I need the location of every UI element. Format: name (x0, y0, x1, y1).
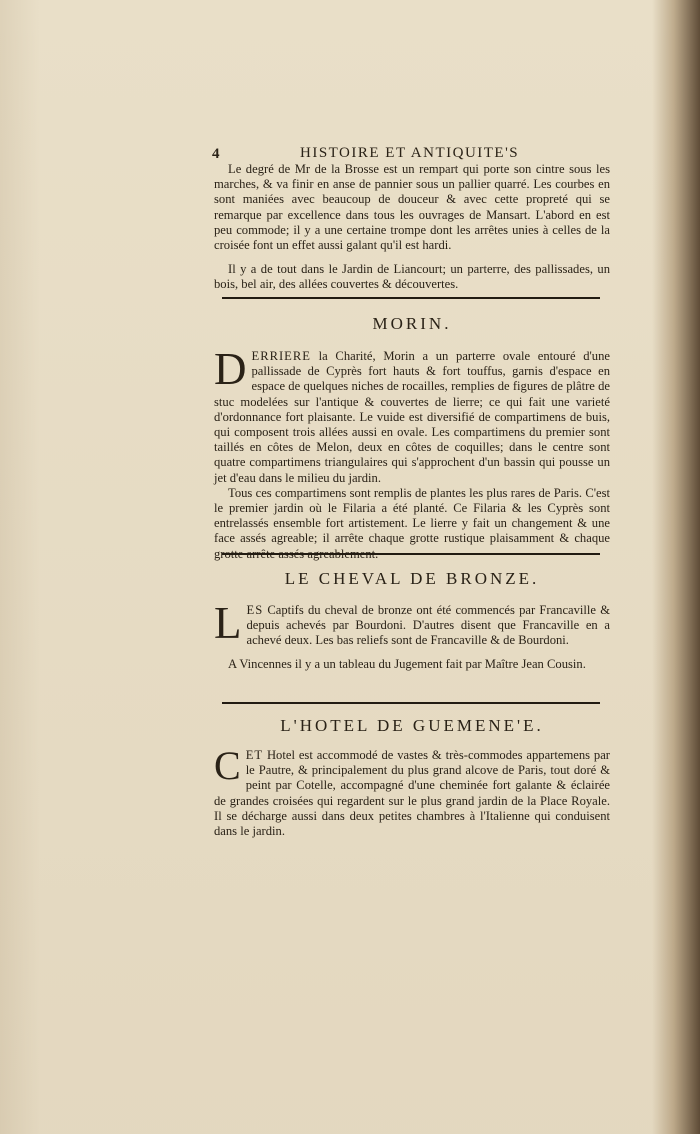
morin-first-word: ERRIERE (251, 349, 311, 363)
section-rule-3 (222, 702, 600, 704)
drop-cap-d: D (214, 344, 247, 394)
cheval-paragraph-1-text: Captifs du cheval de bronze ont été commencés par Francaville & depuis achevés par Bourdoni. D'autres disent que Francaville en a achevé deux. Les bas reliefs sont de Francaville & de Bourdoni. (246, 603, 610, 648)
cheval-paragraph-2: A Vincennes il y a un tableau du Jugement fait par Maître Jean Cousin. (228, 656, 586, 671)
guemene-paragraph-1 (214, 743, 610, 839)
intro-section (214, 162, 610, 293)
morin-paragraph-2: Tous ces compartimens sont remplis de plantes les plus rares de Paris. C'est le premier jardin où le Filaria a été planté. Ce Filaria & les Cyprès sont entrelassés ensemble fort artistement. Le lierre y fait un changement & une face assés agreable; il arrête chaque grotte rustique plaisamment & chaque grotte arrête assés agreablement. (214, 485, 610, 561)
section-title-cheval: LE CHEVAL DE BRONZE. (284, 569, 540, 588)
cheval-first-word: ES (246, 603, 264, 617)
cheval-section (214, 598, 610, 672)
page-number: 4 (212, 146, 220, 162)
drop-cap-l: L (214, 598, 242, 648)
cheval-paragraph-1 (214, 598, 610, 649)
guemene-section (214, 743, 610, 839)
morin-paragraph-1 (214, 344, 610, 486)
page-edge-shadow (652, 0, 700, 1134)
intro-paragraph-2: Il y a de tout dans le Jardin de Liancourt; un parterre, des pallissades, un bois, bel air, des allées couvertes & découvertes. (214, 262, 610, 292)
section-title-guemene: L'HOTEL DE GUEMENE'E. (280, 716, 544, 735)
morin-paragraph-1-text: la Charité, Morin a un parterre ovale entouré d'une pallissade de Cyprès fort hauts & fort touffus, garnis d'espace en espace de quelques niches de rocailles, remplies de figures de plâtre de stuc modelées sur l'antique & couvertes de lierre; ce qui fait une varieté d'ordonnance fort plaisante. Le vuide est diversifié de compartimens de buis, qui composent trois allées aussi en ovale. Les compartimens du premier sont taillés en côtes de Melon, deux en côtes de coquilles; dans le centre sont quatre compartimens triangulaires qui s'approchent d'un bassin qui pousse un jet d'eau dans le milieu du jardin. (214, 349, 610, 485)
section-rule-2 (222, 553, 600, 555)
running-head: HISTOIRE ET ANTIQUITE'S (300, 145, 520, 161)
guemene-first-word: ET (245, 748, 264, 762)
guemene-paragraph-1-text: Hotel est accommodé de vastes & très-commodes appartemens par le Pautre, & principalement du plus grand alcove de Paris, tout doré & peint par Cotelle, accompagné d'une cheminée fort galante & éclairée de grandes croisées qui regardent sur le plus grand jardin de la Place Royale. Il se décharge aussi dans deux petites chambres à l'Italienne qui conduisent dans le jardin. (214, 748, 610, 839)
section-title-morin: MORIN. (372, 314, 452, 333)
section-rule-1 (222, 297, 600, 299)
morin-section (214, 344, 610, 562)
intro-paragraph-1: Le degré de Mr de la Brosse est un rempart qui porte son cintre sous les marches, & va finir en anse de pannier sous un pallier quarré. Les courbes en sont maniées avec beaucoup de douceur & avec cette propreté qui se remarque par excellence dans tous les ouvrages de Mansart. L'abord en est peu commode; il y a une certaine trompe dont les arrêtes unies à celles de la croisée font un effet aussi galant qu'il est hardi. (214, 162, 610, 253)
drop-cap-c: C (214, 743, 241, 788)
